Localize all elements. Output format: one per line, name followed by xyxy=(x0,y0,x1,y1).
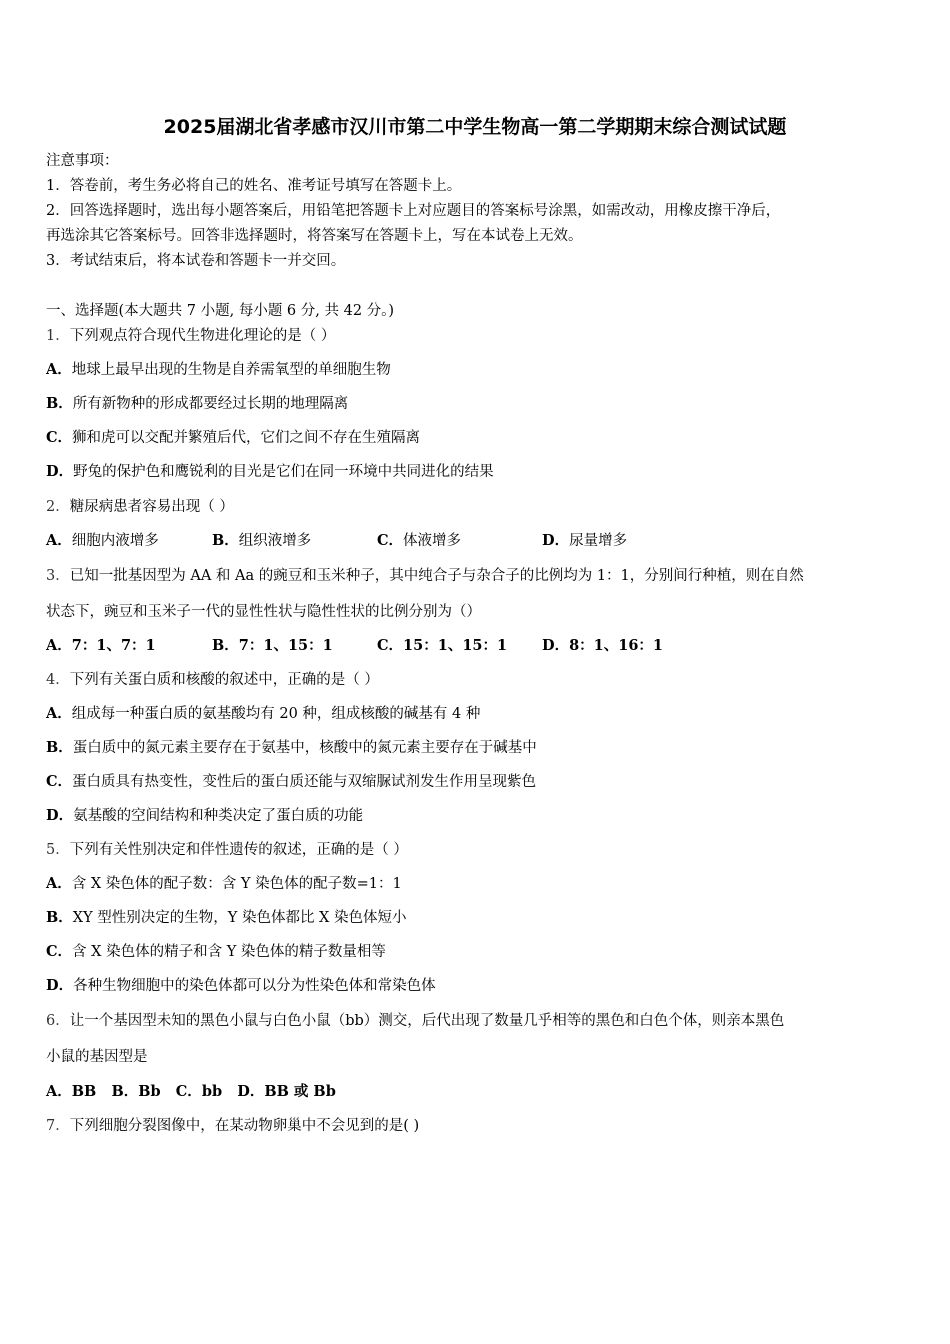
option-d xyxy=(542,636,663,656)
option-text: 含 X 染色体的精子和含 Y 染色体的精子数量相等 xyxy=(72,944,386,960)
option-d xyxy=(46,976,436,996)
option-text: 含 X 染色体的配子数：含 Y 染色体的配子数=1：1 xyxy=(71,876,402,892)
question-number: 5． xyxy=(46,842,70,858)
question-number: 1． xyxy=(46,328,70,344)
question-7 xyxy=(46,1116,419,1136)
notice-item: 1．答卷前，考生务必将自己的姓名、准考证号填写在答题卡上。 xyxy=(46,178,462,194)
option-text: 蛋白质具有热变性，变性后的蛋白质还能与双缩脲试剂发生作用呈现紫色 xyxy=(72,774,537,790)
option-text: 尿量增多 xyxy=(569,533,628,549)
option-c xyxy=(176,1083,222,1100)
option-label: C． xyxy=(377,637,404,654)
option-a xyxy=(46,360,391,380)
option-text: 细胞内液增多 xyxy=(71,533,159,549)
option-c xyxy=(46,942,386,962)
option-text: bb xyxy=(201,1083,223,1100)
question-6 xyxy=(46,1011,784,1031)
question-stem: 下列观点符合现代生物进化理论的是（ ） xyxy=(69,328,336,344)
option-b xyxy=(46,908,407,928)
option-label: A． xyxy=(46,705,72,722)
question-5 xyxy=(46,840,408,860)
option-text: BB xyxy=(71,1083,97,1100)
option-label: C． xyxy=(46,429,73,446)
option-c xyxy=(377,636,507,656)
option-label: A． xyxy=(46,532,72,549)
option-label: C． xyxy=(46,773,73,790)
option-text: 15：1、15：1 xyxy=(403,637,508,654)
question-number: 7． xyxy=(46,1118,70,1134)
option-text: Bb xyxy=(138,1083,161,1100)
notice-item: 再选涂其它答案标号。回答非选择题时，将答案写在答题卡上，写在本试卷上无效。 xyxy=(46,228,583,244)
option-label: A． xyxy=(46,637,72,654)
question-3-continued: 状态下，豌豆和玉米子一代的显性性状与隐性性状的比例分别为（） xyxy=(46,604,481,620)
option-d xyxy=(46,462,494,482)
question-2 xyxy=(46,497,234,517)
notice-heading: 注意事项： xyxy=(46,153,119,169)
option-text: 各种生物细胞中的染色体都可以分为性染色体和常染色体 xyxy=(73,978,436,994)
question-number: 6． xyxy=(46,1013,70,1029)
option-text: BB 或 Bb xyxy=(264,1083,336,1100)
notice-item: 2．回答选择题时，选出每小题答案后，用铅笔把答题卡上对应题目的答案标号涂黑，如需改动，用橡皮擦干净后， xyxy=(46,203,781,219)
option-a xyxy=(46,704,480,724)
option-label: D． xyxy=(542,532,570,549)
option-label: B． xyxy=(46,395,73,412)
option-b xyxy=(46,738,537,758)
option-text: 野兔的保护色和鹰锐利的目光是它们在同一环境中共同进化的结果 xyxy=(73,464,494,480)
question-stem: 糖尿病患者容易出现（ ） xyxy=(69,499,234,515)
option-a xyxy=(46,531,159,551)
option-c xyxy=(46,772,536,792)
option-a xyxy=(46,636,156,656)
question-number: 4． xyxy=(46,672,70,688)
question-1 xyxy=(46,326,335,346)
option-label: C． xyxy=(175,1083,202,1100)
question-stem: 下列有关蛋白质和核酸的叙述中，正确的是（ ） xyxy=(69,672,379,688)
option-label: C． xyxy=(46,943,73,960)
option-text: 氨基酸的空间结构和种类决定了蛋白质的功能 xyxy=(73,808,364,824)
option-d xyxy=(542,531,627,551)
option-a xyxy=(46,1083,96,1100)
option-b xyxy=(46,394,348,414)
options-row xyxy=(46,1082,336,1102)
option-label: D． xyxy=(46,977,74,994)
question-stem: 下列细胞分裂图像中，在某动物卵巢中不会见到的是( ) xyxy=(69,1118,420,1134)
option-d xyxy=(46,806,363,826)
option-label: B． xyxy=(111,1083,139,1100)
option-text: 7：1、15：1 xyxy=(238,637,333,654)
option-label: A． xyxy=(46,875,72,892)
option-text: 所有新物种的形成都要经过长期的地理隔离 xyxy=(72,396,349,412)
option-label: A． xyxy=(46,361,72,378)
option-label: B． xyxy=(212,637,239,654)
notice-item: 3．考试结束后，将本试卷和答题卡一并交回。 xyxy=(46,253,346,269)
option-b xyxy=(111,1083,160,1100)
option-text: 蛋白质中的氮元素主要存在于氨基中，核酸中的氮元素主要存在于碱基中 xyxy=(72,740,537,756)
page-title: 2025届湖北省孝感市汉川市第二中学生物高一第二学期期末综合测试试题 xyxy=(163,116,787,138)
option-text: 组织液增多 xyxy=(238,533,312,549)
option-label: B． xyxy=(46,739,73,756)
option-label: C． xyxy=(377,532,404,549)
option-text: 地球上最早出现的生物是自养需氧型的单细胞生物 xyxy=(71,362,391,378)
option-label: A． xyxy=(46,1083,72,1100)
option-text: 体液增多 xyxy=(403,533,462,549)
question-number: 2． xyxy=(46,499,70,515)
section-heading: 一、选择题(本大题共 7 小题, 每小题 6 分, 共 42 分。) xyxy=(46,303,395,319)
option-text: 7：1、7：1 xyxy=(71,637,156,654)
option-label: B． xyxy=(212,532,239,549)
question-4 xyxy=(46,670,379,690)
question-6-continued: 小鼠的基因型是 xyxy=(46,1049,148,1065)
option-b xyxy=(212,531,311,551)
option-label: B． xyxy=(46,909,73,926)
question-stem: 让一个基因型未知的黑色小鼠与白色小鼠（bb）测交，后代出现了数量几乎相等的黑色和白色个体，则亲本黑色 xyxy=(69,1013,785,1029)
option-d xyxy=(237,1083,336,1100)
option-a xyxy=(46,874,402,894)
option-text: XY 型性别决定的生物，Y 染色体都比 X 染色体短小 xyxy=(72,910,407,926)
question-3 xyxy=(46,566,804,586)
option-text: 组成每一种蛋白质的氨基酸均有 20 种，组成核酸的碱基有 4 种 xyxy=(71,706,481,722)
option-label: D． xyxy=(46,463,74,480)
option-c xyxy=(377,531,461,551)
question-stem: 下列有关性别决定和伴性遗传的叙述，正确的是（ ） xyxy=(69,842,408,858)
option-label: D． xyxy=(237,1083,265,1100)
option-b xyxy=(212,636,333,656)
option-text: 8：1、16：1 xyxy=(569,637,664,654)
option-text: 狮和虎可以交配并繁殖后代，它们之间不存在生殖隔离 xyxy=(72,430,421,446)
option-label: D． xyxy=(46,807,74,824)
option-label: D． xyxy=(542,637,570,654)
question-number: 3． xyxy=(46,568,70,584)
question-stem: 已知一批基因型为 AA 和 Aa 的豌豆和玉米种子，其中纯合子与杂合子的比例均为 1：1，分别间行种植，则在自然 xyxy=(69,568,804,584)
option-c xyxy=(46,428,420,448)
